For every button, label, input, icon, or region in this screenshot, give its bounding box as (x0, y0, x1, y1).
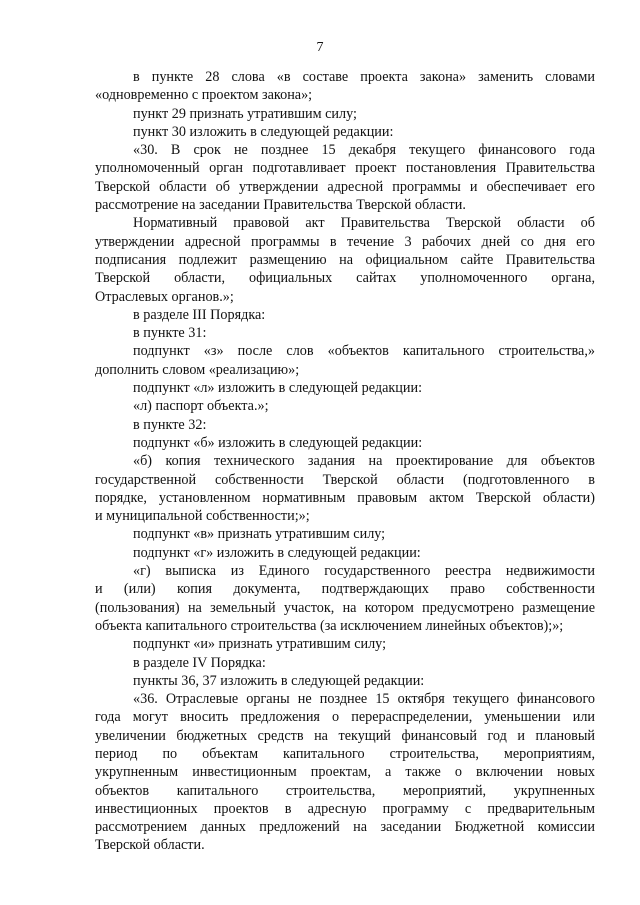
document-body (95, 68, 595, 855)
page-number: 7 (316, 40, 324, 55)
text-line: период по объектам капитального строительства, мероприятиям, (95, 745, 595, 762)
text-line: «г) выписка из Единого государственного реестра недвижимости (133, 563, 595, 580)
text-line: Отраслевых органов.»; (95, 288, 234, 305)
text-line: «л) паспорт объекта.»; (133, 398, 269, 415)
paragraph (95, 416, 595, 434)
text-line: Тверской области, официальных сайтах уполномоченного органа, (95, 270, 595, 287)
text-line: пункт 29 признать утратившим силу; (133, 105, 357, 122)
text-line: рассмотрение на заседании Правительства Тверской области. (95, 197, 466, 214)
text-line: утверждении адресной программы в течение 3 рабочих дней со дня его (95, 233, 595, 250)
text-line: подпункт «л» изложить в следующей редакции: (133, 380, 423, 397)
text-line: в пункте 32: (133, 416, 207, 433)
paragraph (95, 544, 595, 562)
paragraph (95, 654, 595, 672)
text-line: пункты 36, 37 изложить в следующей редакции: (133, 672, 425, 689)
text-line: инвестиционных проектов в адресную программу с предварительным (95, 800, 595, 817)
text-line: подпункт «в» признать утратившим силу; (133, 526, 386, 543)
text-line: подпункт «и» признать утратившим силу; (133, 636, 387, 653)
paragraph (95, 562, 595, 635)
paragraph (95, 635, 595, 653)
paragraph (95, 123, 595, 141)
text-line: подпункт «г» изложить в следующей редакции: (133, 544, 421, 561)
text-line: рассмотрением данных предложений на заседании Бюджетной комиссии (95, 819, 595, 836)
paragraph (95, 379, 595, 397)
text-line: дополнить словом «реализацию»; (95, 361, 300, 378)
text-line: подпункт «б» изложить в следующей редакции: (133, 434, 423, 451)
text-line: (пользования) на земельный участок, на котором предусмотрено размещение (95, 599, 595, 616)
text-line: и (или) копия документа, подтверждающих право собственности (95, 581, 595, 598)
text-line: государственной собственности Тверской области (подготовленного в (95, 471, 595, 488)
paragraph (95, 342, 595, 379)
text-line: «одновременно с проектом закона»; (95, 87, 313, 104)
text-line: укрупненным инвестиционным проектам, а также о включении новых (95, 764, 595, 781)
paragraph (95, 306, 595, 324)
text-line: Тверской области об утверждении адресной программы и обеспечивает его (95, 178, 595, 195)
paragraph (95, 452, 595, 525)
paragraph (95, 434, 595, 452)
text-line: увеличении бюджетных средств на текущий финансовый год и плановый (95, 727, 595, 744)
text-line: «36. Отраслевые органы не позднее 15 октября текущего финансового (133, 691, 595, 708)
paragraph (95, 68, 595, 105)
text-line: уполномоченный орган подготавливает проект постановления Правительства (95, 160, 595, 177)
paragraph (95, 105, 595, 123)
paragraph (95, 214, 595, 305)
text-line: «б) копия технического задания на проектирование для объектов (133, 453, 595, 470)
paragraph (95, 397, 595, 415)
text-line: подписания подлежит размещению на официальном сайте Правительства (95, 251, 595, 268)
paragraph (95, 690, 595, 855)
paragraph (95, 525, 595, 543)
text-line: объектов капитального строительства, мероприятий, укрупненных (95, 782, 595, 799)
paragraph (95, 141, 595, 214)
text-line: в разделе IV Порядка: (133, 654, 266, 671)
text-line: Тверской области. (95, 837, 205, 854)
paragraph (95, 324, 595, 342)
text-line: Нормативный правовой акт Правительства Тверской области об (133, 215, 595, 232)
text-line: объекта капитального строительства (за исключением линейных объектов);»; (95, 617, 564, 634)
text-line: «30. В срок не позднее 15 декабря текущего финансового года (133, 142, 595, 159)
text-line: в разделе III Порядка: (133, 306, 266, 323)
paragraph (95, 672, 595, 690)
text-line: подпункт «з» после слов «объектов капитального строительства,» (133, 343, 595, 360)
text-line: пункт 30 изложить в следующей редакции: (133, 123, 394, 140)
text-line: года могут вносить предложения о перераспределении, уменьшении или (95, 709, 595, 726)
text-line: в пункте 31: (133, 325, 207, 342)
text-line: и муниципальной собственности;»; (95, 508, 310, 525)
text-line: порядке, установленном нормативным правовым актом Тверской области) (95, 489, 595, 506)
text-line: в пункте 28 слова «в составе проекта закона» заменить словами (133, 69, 595, 85)
